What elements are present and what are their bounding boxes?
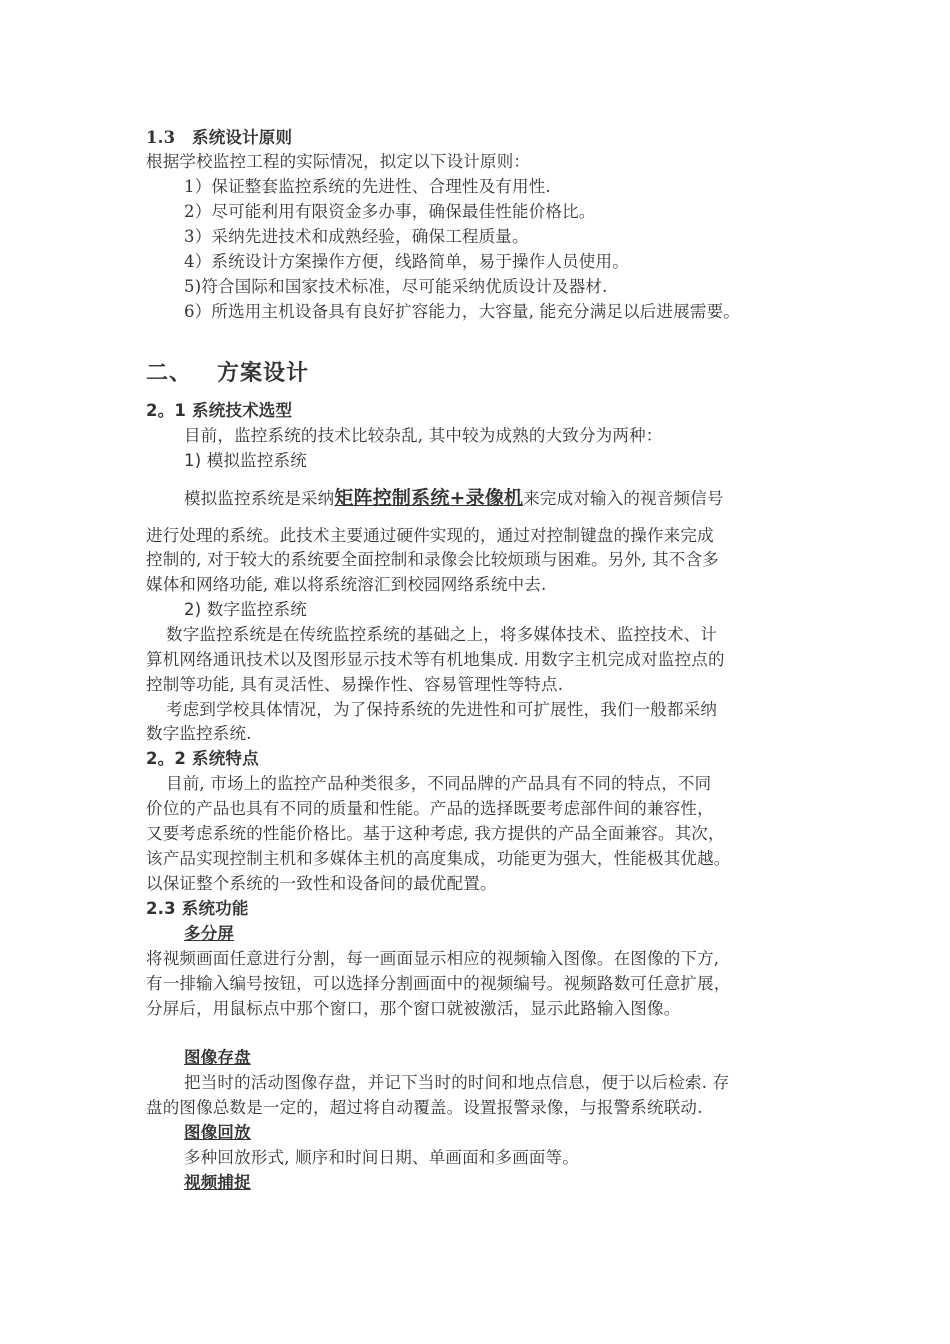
analog-text-post: 来完成对输入的视音频信号 [523, 489, 724, 508]
paragraph-playback: 多种回放形式, 顺序和时间日期、单画面和多画面等。 [184, 1148, 579, 1167]
principle-item-2: 2）尽可能利用有限资金多办事，确保最佳性能价格比。 [184, 202, 596, 221]
principle-item-3: 3）采纳先进技术和成熟经验，确保工程质量。 [184, 227, 529, 246]
paragraph-multiscreen-line: 将视频画面任意进行分割，每一画面显示相应的视频输入图像。在图像的下方, [146, 949, 720, 968]
principle-item-1: 1）保证整套监控系统的先进性、合理性及有用性. [184, 177, 551, 196]
paragraph-digital-line: 算机网络通讯技术以及图形显示技术等有机地集成. 用数字主机完成对监控点的 [146, 650, 725, 669]
paragraph-analog-first-line [184, 486, 724, 511]
function-title-playback: 图像回放 [184, 1123, 251, 1142]
subsection-label-analog: 1) 模拟监控系统 [184, 451, 307, 470]
paragraph-analog-line: 媒体和网络功能, 难以将系统溶汇到校园网络系统中去. [146, 575, 547, 594]
paragraph-features-line: 该产品实现控制主机和多媒体主机的高度集成，功能更为强大，性能极其优越。 [146, 849, 731, 868]
principle-item-4: 4）系统设计方案操作方便，线路简单，易于操作人员使用。 [184, 252, 629, 271]
paragraph-features-line: 以保证整个系统的一致性和设备间的最优配置。 [146, 874, 497, 893]
section-heading-2-3: 2.3 系统功能 [146, 899, 249, 918]
paragraph-2-1-intro: 目前，监控系统的技术比较杂乱, 其中较为成熟的大致分为两种： [184, 426, 663, 445]
function-title-image-storage: 图像存盘 [184, 1048, 251, 1067]
analog-text-pre: 模拟监控系统是采纳 [184, 489, 335, 508]
paragraph-features-line: 目前, 市场上的监控产品种类很多，不同品牌的产品具有不同的特点，不同 [166, 774, 712, 793]
section-heading-2-1: 2。1 系统技术选型 [146, 401, 293, 420]
function-title-video-capture: 视频捕捉 [184, 1173, 251, 1192]
paragraph-features-line: 价位的产品也具有不同的质量和性能。产品的选择既要考虑部件间的兼容性， [146, 799, 714, 818]
paragraph-digital-line: 控制等功能, 具有灵活性、易操作性、容易管理性等特点. [146, 675, 564, 694]
paragraph-digital-line: 数字监控系统是在传统监控系统的基础之上，将多媒体技术、监控技术、计 [166, 625, 718, 644]
principle-item-5: 5)符合国际和国家技术标准，尽可能采纳优质设计及器材. [184, 277, 608, 296]
chapter-number: 二、 [146, 361, 193, 386]
paragraph-conclusion-line: 考虑到学校具体情况，为了保持系统的先进性和可扩展性，我们一般都采纳 [166, 700, 718, 719]
paragraph-intro: 根据学校监控工程的实际情况，拟定以下设计原则： [146, 152, 531, 171]
paragraph-multiscreen-line: 分屏后，用鼠标点中那个窗口，那个窗口就被激活，显示此路输入图像。 [146, 999, 681, 1018]
paragraph-multiscreen-line: 有一排输入编号按钮，可以选择分割画面中的视频编号。视频路数可任意扩展， [146, 974, 731, 993]
analog-emphasis: 矩阵控制系统+录像机 [334, 487, 524, 509]
function-title-multiscreen: 多分屏 [184, 924, 235, 943]
paragraph-storage-line: 盘的图像总数是一定的，超过将自动覆盖。设置报警录像，与报警系统联动. [146, 1098, 703, 1117]
subsection-label-digital: 2) 数字监控系统 [184, 600, 307, 619]
paragraph-features-line: 又要考虑系统的性能价格比。基于这种考虑, 我方提供的产品全面兼容。其次， [146, 824, 725, 843]
principle-item-6: 6）所选用主机设备具有良好扩容能力，大容量, 能充分满足以后进展需要。 [184, 302, 740, 321]
paragraph-conclusion-line: 数字监控系统. [146, 724, 252, 743]
paragraph-analog-line: 进行处理的系统。此技术主要通过硬件实现的，通过对控制键盘的操作来完成 [146, 526, 714, 545]
section-heading-1-3: 1.3 系统设计原则 [146, 128, 293, 147]
paragraph-analog-line: 控制的, 对于较大的系统要全面控制和录像会比较烦琐与困难。另外, 其不含多 [146, 550, 719, 569]
chapter-title: 方案设计 [217, 361, 310, 386]
section-heading-2-2: 2。2 系统特点 [146, 749, 259, 768]
paragraph-storage-line: 把当时的活动图像存盘，并记下当时的时间和地点信息，便于以后检索. 存 [184, 1073, 730, 1092]
